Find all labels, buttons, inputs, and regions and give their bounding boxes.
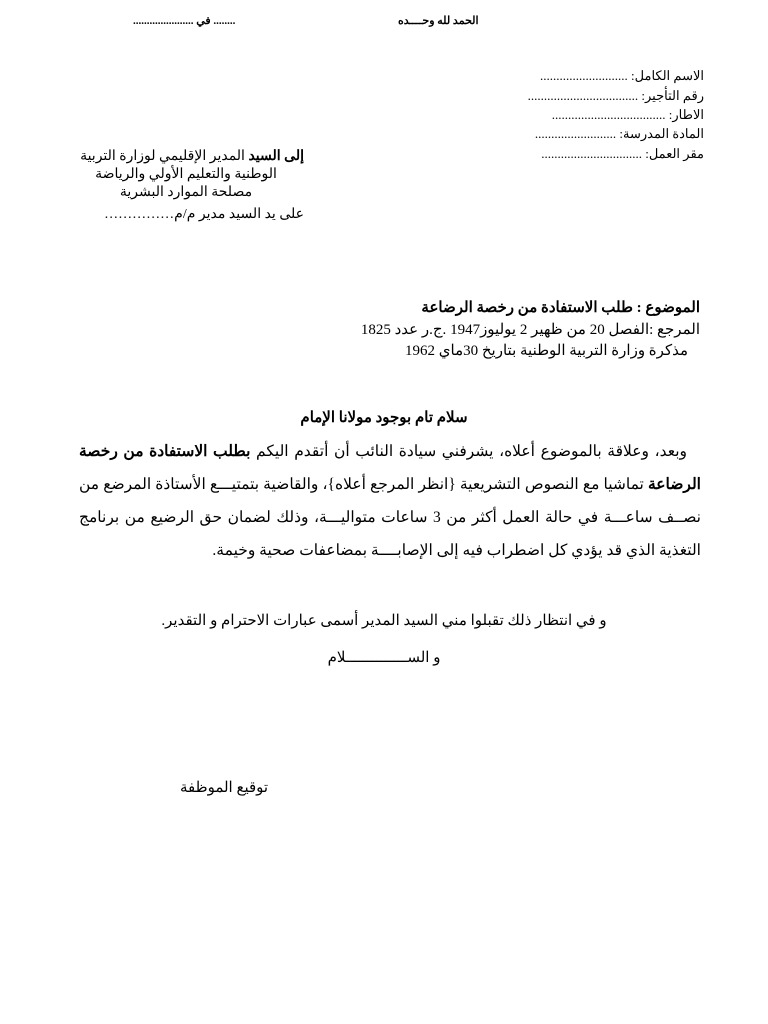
- info-dots: ...........................: [540, 68, 628, 83]
- info-dots: ...............................: [541, 146, 642, 161]
- info-grade: [552, 107, 704, 123]
- addressee-line-3: مصلحة الموارد البشرية: [119, 185, 253, 200]
- date-line: ........ في ......................: [133, 15, 236, 27]
- addressee-line-4: على يد السيد مدير م/م……………: [104, 207, 304, 222]
- body-bold-request: بطلب الاستفادة من رخصة الرضاعة: [79, 443, 701, 493]
- body-part-1: وبعد، وعلاقة بالموضوع أعلاه، يشرفني سيادة النائب أن أتقدم اليكم: [250, 443, 687, 460]
- info-label: المادة المدرسة:: [619, 126, 704, 141]
- info-workplace: [541, 146, 704, 162]
- info-dots: .........................: [534, 126, 617, 141]
- addressee-title: المدير الإقليمي لوزارة التربية: [80, 149, 249, 164]
- praise-header: الحمد لله وحــــده: [398, 15, 479, 27]
- body-part-2: تماشيا مع النصوص التشريعية {انظر المرجع أعلاه}، والقاضية بتمتيـــع الأستاذة المرضع من نصــف ساعـــة في حالة العمل أكثر من 3 ساعات متواليـــة، وذلك لضمان حق الرضيع من برنامج التغذية الذي قد يؤدي كل اضطراب فيه إلى الإصابــــة بمضاعفات صحية وخيمة.: [79, 476, 701, 559]
- info-label: رقم التأجير:: [641, 88, 704, 103]
- addressee-line-2: الوطنية والتعليم الأولي والرياضة: [95, 167, 277, 182]
- body-paragraph: [79, 435, 701, 567]
- info-label: مقر العمل:: [645, 146, 704, 161]
- info-registration-number: [528, 88, 704, 104]
- info-full-name: [540, 68, 704, 84]
- addressee-block: [68, 148, 304, 224]
- info-dots: ..................................: [527, 88, 639, 103]
- signature-label: توقيع الموظفة: [180, 780, 269, 796]
- subject-line: الموضوع : طلب الاستفادة من رخصة الرضاعة: [421, 300, 700, 316]
- info-label: الاطار:: [668, 107, 704, 122]
- addressee-prefix: إلى السيد: [248, 149, 304, 164]
- info-subject-taught: [535, 126, 704, 142]
- greeting: سلام تام بوجود مولانا الإمام: [300, 410, 468, 426]
- closing-line: و في انتظار ذلك تقبلوا مني السيد المدير أسمى عبارات الاحترام و التقدير.: [161, 613, 607, 629]
- reference-line-2: مذكرة وزارة التربية الوطنية بتاريخ 30ماي 1962: [405, 343, 688, 359]
- salam-line: و الســــــــــــــلام: [327, 650, 441, 666]
- info-dots: ...................................: [551, 107, 666, 122]
- info-label: الاسم الكامل:: [631, 68, 704, 83]
- addressee-line-1: [68, 148, 304, 166]
- reference-line-1: المرجع :الفصل 20 من ظهير 2 يوليوز1947 .ج.ر عدد 1825: [360, 322, 700, 338]
